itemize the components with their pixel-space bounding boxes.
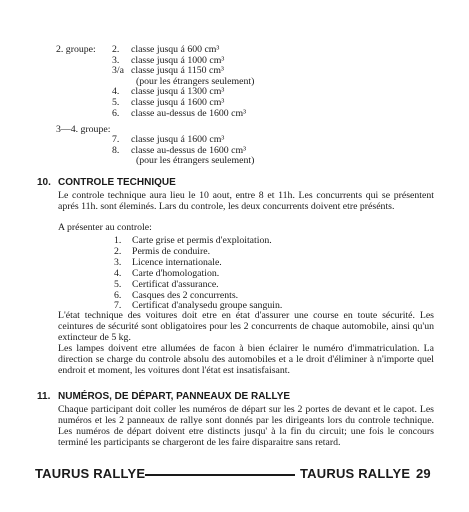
footer-rule <box>145 474 295 476</box>
group-2-item-number: 6. <box>112 107 120 119</box>
group-3-4-item-text: classe au-dessus de 1600 cm³ <box>131 144 247 156</box>
section-11-number: 11. <box>37 391 51 402</box>
group-3-4-item-number: 7. <box>112 134 120 145</box>
group-3-4-item-text: (pour les étrangers seulement) <box>136 155 255 167</box>
group-3-4-label: 3—4. groupe: <box>56 124 111 135</box>
group-2-item-text: classe au-dessus de 1600 cm³ <box>131 107 247 119</box>
footer-left-title: TAURUS RALLYE <box>35 466 146 481</box>
group-2-label: 2. groupe: <box>56 44 96 55</box>
control-item-text: Certificat d'analysedu groupe sanguin. <box>132 300 283 312</box>
control-item-number: 5. <box>114 278 122 290</box>
group-2-item-text: classe jusqu á 1000 cm³ <box>131 54 225 66</box>
control-item-number: 4. <box>114 267 122 279</box>
group-2-item-text: classe jusqu á 1600 cm³ <box>131 97 225 108</box>
section-10-paragraph-2: L'état technique des voitures doit etre en état d'assurer une course en toute sécurité. Les ceintures de sécurité sont obligatoires pour les 2 concurrents de chaque automobile, ainsi qu'un extincteur de 5 kg. <box>58 310 434 343</box>
control-item-text: Carte grise et permis d'exploitation. <box>132 235 272 246</box>
section-11-title: NUMÉROS, DE DÉPART, PANNEAUX DE RALLYE <box>58 391 291 402</box>
section-11-paragraph: Chaque participant doit coller les numéros de départ sur les 2 portes de devant et le capot. Les numéros et les 2 panneaux de rallye sont donnés par les dirigeants lors du controle technique. Les numéros de départ doivent etre distincts jusqu' à la fin du circuit; une fois le concours terminé les participants se chargeront de les faire disparaitre sans retard. <box>58 404 434 448</box>
section-10-paragraph-3: Les lampes doivent etre allumées de facon à bien éclairer le numéro d'immatriculation. La direction se charge du controle absolu des automobiles et a le droit d'éliminer à n'importe quel endroit et moment, les voitures dont l'état est insatisfaisant. <box>58 343 434 376</box>
group-2-item-number: 5. <box>112 97 120 108</box>
control-item-text: Permis de conduire. <box>132 245 211 257</box>
page-number: 29 <box>416 466 431 481</box>
group-2-item-number: 4. <box>112 86 120 98</box>
section-10-number: 10. <box>37 177 51 188</box>
control-item-text: Licence internationale. <box>132 256 222 268</box>
footer-right-title: TAURUS RALLYE <box>300 466 411 481</box>
control-item-number: 1. <box>114 235 122 246</box>
group-2-item-number: 3. <box>112 54 120 66</box>
group-3-4-item-number: 8. <box>112 144 120 156</box>
control-item-number: 6. <box>114 289 122 301</box>
present-label: A présenter au controle: <box>58 222 152 233</box>
control-item-text: Certificat d'assurance. <box>132 278 219 290</box>
control-item-number: 2. <box>114 245 122 257</box>
section-10-intro: Le controle technique aura lieu le 10 aout, entre 8 et 11h. Les concurrents qui se présentent aprés 11h. sont éleminés. Lars du controle, les deux concurrents doivent etre présénts. <box>58 190 434 212</box>
group-2-item-number: 2. <box>112 44 120 55</box>
group-2-item-number: 3/a <box>112 65 124 77</box>
group-2-item-text: classe jusqu á 1300 cm³ <box>131 86 225 98</box>
group-2-item-text: classe jusqu á 1150 cm³ <box>131 65 224 77</box>
group-2-item-text: classe jusqu á 600 cm³ <box>131 44 220 55</box>
control-item-number: 3. <box>114 256 122 268</box>
control-item-number: 7. <box>114 300 122 312</box>
group-2-item-text: (pour les étrangers seulement) <box>136 75 255 87</box>
group-3-4-item-text: classe jusqu á 1600 cm³ <box>131 134 225 145</box>
section-10-title: CONTROLE TECHNIQUE <box>58 177 176 188</box>
control-item-text: Casques des 2 concurrents. <box>132 289 239 301</box>
control-item-text: Carte d'homologation. <box>132 267 220 279</box>
